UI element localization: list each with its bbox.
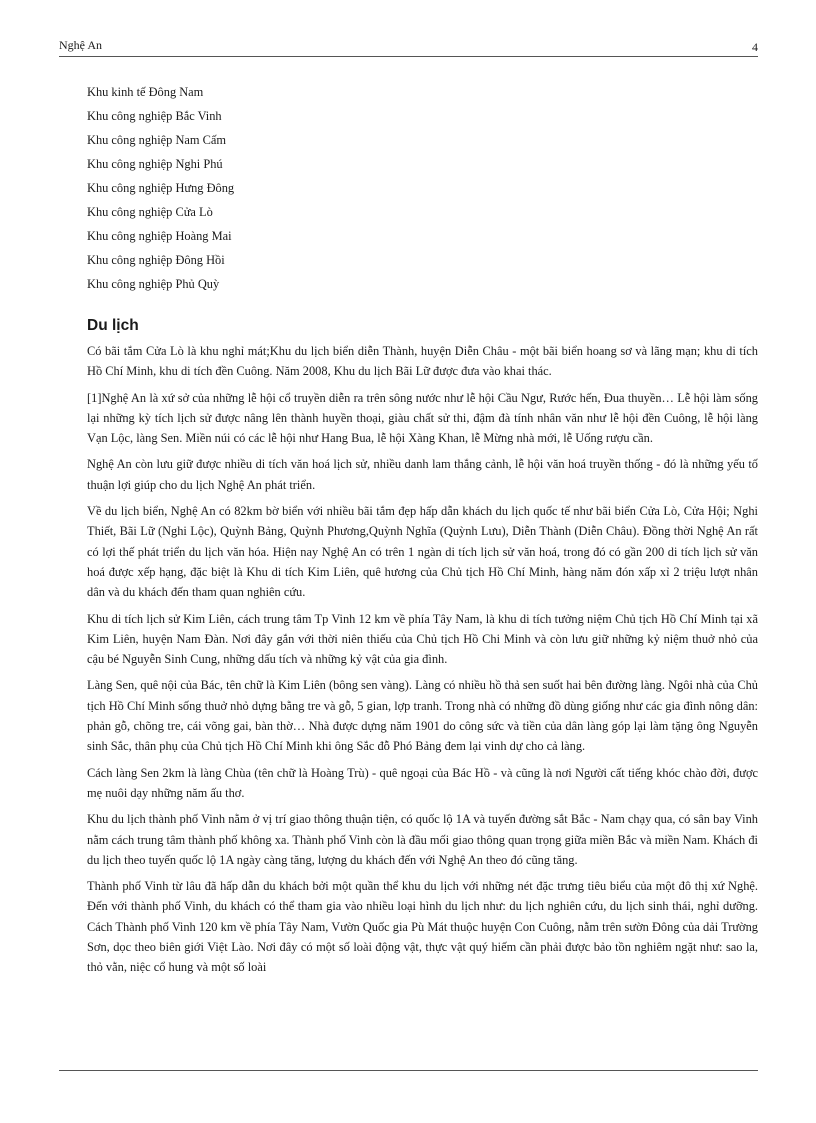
paragraph: [1]Nghệ An là xứ sở của những lễ hội cổ truyền diễn ra trên sông nước như lễ hội Cầu Ngư, Rước hến, Đua thuyền… Lễ hội làm sống lại những kỳ tích lịch sử được nâng lên thành huyền thoại, giàu chất sử thi, đậm đà tính nhân văn như lễ hội đền Cuông, lễ hội làng Vạn Lộc, làng Sen. Miền núi có các lễ hội như Hang Bua, lễ hội Xàng Khan, lễ Mừng nhà mới, lễ Uống rượu cần. bbox=[87, 390, 758, 446]
paragraph: Về du lịch biển, Nghệ An có 82km bờ biển với nhiều bãi tắm đẹp hấp dẫn khách du lịch quốc tế như bãi biển Cửa Lò, Cửa Hội; Nghi Thiết, Bãi Lữ (Nghi Lộc), Quỳnh Bảng, Quỳnh Phương,Quỳnh Nghĩa (Quỳnh Lưu), Diễn Thành (Diễn Châu). Đồng thời Nghệ An rất có lợi thế phát triển du lịch văn hóa. Hiện nay Nghệ An có trên 1 ngàn di tích lịch sử văn hoá, trong đó có gần 200 di tích lịch sử văn hoá được xếp hạng, đặc biệt là Khu di tích Kim Liên, quê hương của Chủ tịch Hồ Chí Minh, hàng năm đón xấp xỉ 2 triệu lượt nhân dân và du khách đến tham quan nghiên cứu. bbox=[87, 504, 758, 600]
paragraph: Khu di tích lịch sử Kim Liên, cách trung tâm Tp Vinh 12 km về phía Tây Nam, là khu di tích tưởng niệm Chủ tịch Hồ Chí Minh tại xã Kim Liên, huyện Nam Đàn. Nơi đây gắn với thời niên thiếu của Chủ tịch Hồ Chi Minh và còn lưu giữ những kỷ niệm thuở nhỏ của cậu bé Nguyễn Sinh Cung, những dấu tích và những kỷ vật của gia đình. bbox=[87, 611, 758, 667]
industrial-zone-list bbox=[87, 80, 758, 296]
list-item: Khu công nghiệp Nam Cấm bbox=[87, 133, 227, 147]
footer-divider bbox=[59, 1070, 758, 1071]
page-content bbox=[87, 80, 758, 984]
paragraph: Thành phố Vinh từ lâu đã hấp dẫn du khách bởi một quần thể khu du lịch với những nét đặc trưng tiêu biểu của một đô thị xứ Nghệ. Đến với thành phố Vinh, du khách có thể tham gia vào nhiều loại hình du lịch như: du lịch nghiên cứu, du lịch sinh thái, nghỉ dưỡng. Cách Thành phố Vinh 120 km về phía Tây Nam, Vườn Quốc gia Pù Mát thuộc huyện Con Cuông, nằm trên sườn Đông của dải Trường Sơn, dọc theo biên giới Việt Lào. Nơi đây có một số loài động vật, thực vật quý hiếm cần phải được bảo tồn nghiêm ngặt như: sao la, thỏ vằn, niệc cổ hung và một số loài bbox=[87, 879, 758, 975]
list-item: Khu công nghiệp Bắc Vinh bbox=[87, 109, 222, 123]
list-item: Khu kinh tế Đông Nam bbox=[87, 85, 204, 99]
paragraph: Làng Sen, quê nội của Bác, tên chữ là Kim Liên (bông sen vàng). Làng có nhiều hồ thả sen suốt hai bên đường làng. Ngôi nhà của Chủ tịch Hồ Chí Minh sống thuở nhỏ dựng bằng tre và gỗ, 5 gian, lợp tranh. Trong nhà có những đồ dùng giống như các gia đình nông dân: phản gỗ, chõng tre, cái võng gai, bàn thờ… Nhà được dựng năm 1901 do công sức và tiền của dân làng góp lại làm tặng ông Nguyễn sinh Sắc, thân phụ của Chủ tịch Hồ Chí Minh khi ông Sắc đỗ Phó Bảng đem lại vinh dự cho cả làng. bbox=[87, 678, 758, 754]
list-item: Khu công nghiệp Phủ Quỳ bbox=[87, 277, 220, 291]
paragraph: Có bãi tắm Cửa Lò là khu nghỉ mát;Khu du lịch biển diễn Thành, huyện Diễn Châu - một bãi biển hoang sơ và lãng mạn; khu di tích Hồ Chí Minh, khu di tích đền Cuông. Năm 2008, Khu du lịch Bãi Lữ được đưa vào khai thác. bbox=[87, 344, 758, 379]
list-item: Khu công nghiệp Hoàng Mai bbox=[87, 229, 232, 243]
page-number: 4 bbox=[752, 40, 758, 54]
header-title: Nghệ An bbox=[59, 38, 102, 52]
list-item: Khu công nghiệp Cửa Lò bbox=[87, 205, 213, 219]
paragraph: Cách làng Sen 2km là làng Chùa (tên chữ là Hoàng Trù) - quê ngoại của Bác Hồ - và cũng là nơi Người cất tiếng khóc chào đời, được mẹ nuôi dạy những năm ấu thơ. bbox=[87, 765, 758, 800]
paragraph: Nghệ An còn lưu giữ được nhiều di tích văn hoá lịch sử, nhiều danh lam thắng cảnh, lễ hội văn hoá truyền thống - đó là những yếu tố thuận lợi giúp cho du lịch Nghệ An phát triển. bbox=[87, 457, 758, 492]
paragraph: Khu du lịch thành phố Vinh nằm ở vị trí giao thông thuận tiện, có quốc lộ 1A và tuyến đường sắt Bắc - Nam chạy qua, có sân bay Vinh nằm cách trung tâm thành phố không xa. Thành phố Vinh còn là đầu mối giao thông quan trọng giữa miền Bắc và miền Nam. Khách đi du lịch theo tuyến quốc lộ 1A ngày càng tăng, lượng du khách đến với Nghệ An theo đó cũng tăng. bbox=[87, 812, 758, 867]
list-item: Khu công nghiệp Nghi Phú bbox=[87, 157, 223, 171]
list-item: Khu công nghiệp Đông Hồi bbox=[87, 253, 225, 267]
list-item: Khu công nghiệp Hưng Đông bbox=[87, 181, 235, 195]
page-header bbox=[59, 36, 758, 57]
section-heading: Du lịch bbox=[87, 317, 139, 334]
